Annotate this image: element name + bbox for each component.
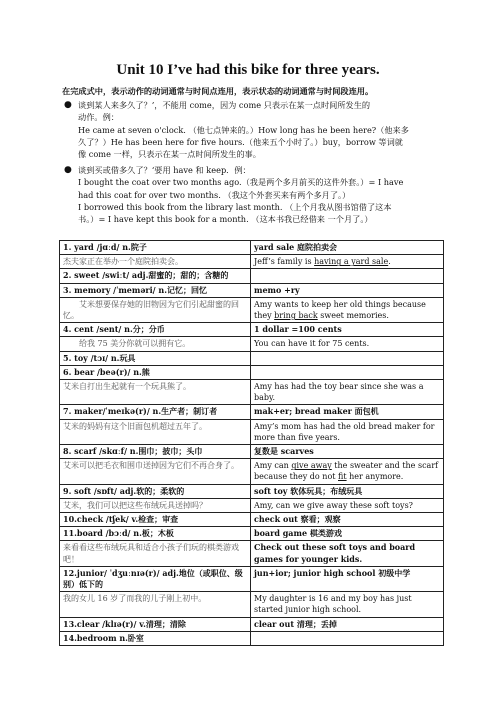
page-title: Unit 10 I’ve had this bike for three years. <box>116 62 380 78</box>
vocab-table <box>59 240 444 646</box>
word-cell: 13.clear /klɪə(r)/ v.清理；清除 <box>60 617 251 631</box>
table-row <box>60 566 444 591</box>
table-row <box>60 541 444 566</box>
word-cell: 14.bedroom n.卧室 <box>60 631 251 645</box>
chinese-sentence: 杰夫家正在举办一个庭院拍卖会。 <box>60 255 251 269</box>
empty-cell <box>251 351 444 365</box>
phrase-cell: 复数是 scarves <box>251 445 444 459</box>
phrase-cell: soft toy 软体玩具；布绒玩具 <box>251 484 444 498</box>
table-row <box>60 380 444 405</box>
bullet-line: 谈到买或借多久了？‘要用 have 和 keep．例： <box>78 165 251 175</box>
bullet-line: He came at seven o'clock. （他七点钟来的。）How long has he been here?（他来多 <box>78 124 409 135</box>
english-sentence: Jeff’s family is having a yard sale. <box>251 255 444 269</box>
table-row <box>60 351 444 365</box>
table-row <box>60 513 444 527</box>
chinese-sentence: 艾米自打出生起就有一个玩具熊了。 <box>60 380 251 405</box>
chinese-sentence: 艾米想要保存她的旧物因为它们引起甜蜜的回忆。 <box>60 297 251 322</box>
phrase-cell: mak+er; bread maker 面包机 <box>251 405 444 419</box>
bullet-line: I borrowed this book from the library last month. （上个月我从图书馆借了这本 <box>78 201 392 212</box>
phrase-cell: jun+ior; junior high school 初级中学 <box>251 566 444 591</box>
word-cell: 11.board /bɔːd/ n.板；木板 <box>60 527 251 541</box>
bullet-line: 书。）= I have kept this book for a month. （这本书我已经借来 一个月了。） <box>78 214 373 225</box>
bullet-have-keep <box>64 164 430 225</box>
phrase-cell: board game 棋类游戏 <box>251 527 444 541</box>
table-row <box>60 445 444 459</box>
chinese-sentence: 我的女儿 16 岁了而我的儿子刚上初中。 <box>60 592 251 617</box>
table-row <box>60 241 444 255</box>
english-sentence: Amy, can we give away these soft toys? <box>251 498 444 512</box>
table-row <box>60 592 444 617</box>
word-cell: 5. toy /tɔɪ/ n.玩具 <box>60 351 251 365</box>
word-cell: 2. sweet /swiːt/ adj.甜蜜的；甜的；含糖的 <box>60 269 251 283</box>
bullet-line: 谈到某人来多久了？’，不能用 come，因为 come 只表示在某一点时间所发生的 <box>78 100 371 110</box>
word-cell: 6. bear /beə(r)/ n.熊 <box>60 365 251 379</box>
bullet-dot-icon: ● <box>64 100 72 110</box>
table-row <box>60 323 444 337</box>
empty-cell <box>251 631 444 645</box>
table-row <box>60 631 444 645</box>
phrase-cell: yard sale 庭院拍卖会 <box>251 241 444 255</box>
table-row <box>60 617 444 631</box>
table-row <box>60 459 444 484</box>
word-cell: 10.check /tʃek/ v.检查；审查 <box>60 513 251 527</box>
word-cell: 12.junior/ ˈdʒuːnɪə(r)/ adj.地位（或职位、级别）低下的 <box>60 566 251 591</box>
table-row <box>60 337 444 351</box>
table-row <box>60 484 444 498</box>
table-row <box>60 527 444 541</box>
english-sentence: Amy can give away the sweater and the scarf because they do not fit her anymore. <box>251 459 444 484</box>
table-row <box>60 498 444 512</box>
english-sentence: Amy has had the toy bear since she was a baby. <box>251 380 444 405</box>
phrase-cell: check out 察看；观察 <box>251 513 444 527</box>
word-cell: 8. scarf /skɑːf/ n.围巾；披巾；头巾 <box>60 445 251 459</box>
english-sentence: My daughter is 16 and my boy has just started junior high school. <box>251 592 444 617</box>
chinese-sentence: 艾米的妈妈有这个旧面包机超过五年了。 <box>60 419 251 444</box>
table-row <box>60 405 444 419</box>
table-row <box>60 255 444 269</box>
word-cell: 3. memory /ˈmeməri/ n.记忆；回忆 <box>60 283 251 297</box>
word-cell: 7. maker/ˈmeɪkə(r)/ n.生产者；制订者 <box>60 405 251 419</box>
empty-cell <box>251 365 444 379</box>
table-row <box>60 269 444 283</box>
table-row <box>60 419 444 444</box>
english-sentence: Amy wants to keep her old things because they bring back sweet memories. <box>251 297 444 322</box>
table-row <box>60 283 444 297</box>
empty-cell <box>251 269 444 283</box>
bullet-line: I bought the coat over two months ago.（我是两个多月前买的这件外套。）= I have <box>78 177 404 188</box>
bullet-line: 像 come 一样，只表示在某一点时间所发生的事。 <box>78 149 261 160</box>
english-sentence: Check out these soft toys and board games for younger kids. <box>251 541 444 566</box>
word-cell: 9. soft /sɒft/ adj.软的；柔软的 <box>60 484 251 498</box>
chinese-sentence: 来看看这些布绒玩具和适合小孩子们玩的棋类游戏吧！ <box>60 541 251 566</box>
english-sentence: You can have it for 75 cents. <box>251 337 444 351</box>
chinese-sentence: 艾米，我们可以把这些布绒玩具送掉吗？ <box>60 498 251 512</box>
chinese-sentence: 给我 75 美分你就可以拥有它。 <box>60 337 251 351</box>
english-sentence: Amy’s mom has had the old bread maker for more than five years. <box>251 419 444 444</box>
bullet-line: 久了？）He has been here for five hours.（他来五个小时了。）buy，borrow 等词就 <box>78 136 403 147</box>
word-cell: 1. yard /jɑːd/ n.院子 <box>60 241 251 255</box>
intro-text: 在完成式中，表示动作的动词通常与时间点连用，表示状态的动词通常与时间段连用。 <box>62 86 374 96</box>
phrase-cell: clear out 清理；丢掉 <box>251 617 444 631</box>
bullet-line: 动作。例： <box>78 112 119 123</box>
bullet-line: had this coat for over two months. （我这个外套买来有两个多月了。） <box>78 189 351 200</box>
phrase-cell: memo +ry <box>251 283 444 297</box>
bullet-dot-icon: ● <box>64 165 72 175</box>
word-cell: 4. cent /sent/ n.分；分币 <box>60 323 251 337</box>
bullet-come <box>64 99 430 160</box>
phrase-cell: 1 dollar =100 cents <box>251 323 444 337</box>
chinese-sentence: 艾米可以把毛衣和围巾送掉因为它们不再合身了。 <box>60 459 251 484</box>
table-row <box>60 297 444 322</box>
table-row <box>60 365 444 379</box>
